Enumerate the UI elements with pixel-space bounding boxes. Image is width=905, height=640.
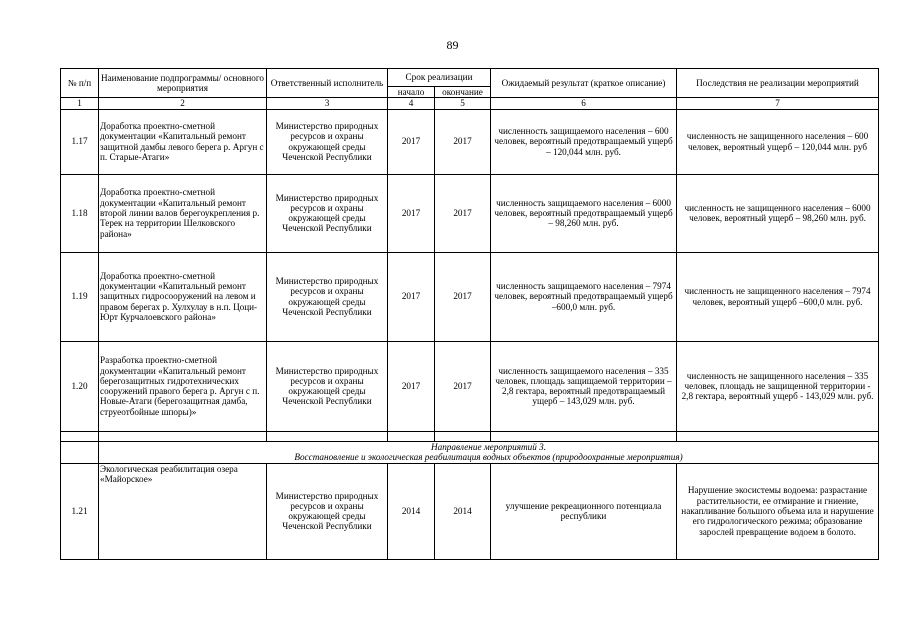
expected-result: численность защищаемого населения – 6000 человек, вероятный предотвращаемый ущерб – 98,260 млн. руб.	[491, 174, 677, 252]
end-year: 2017	[435, 341, 491, 431]
table-row	[61, 174, 879, 252]
consequences: Нарушение экосистемы водоема: разрастание растительности, ее отмирание и гниение, накапливание большого объема ила и нарушение его гидрологического режима; образование зарослей превращение водоем в болото.	[677, 463, 879, 559]
measure-name: Разработка проектно-сметной документации «Капитальный ремонт берегозащитных гидротехнических сооружений правого берега р. Аргун с п. Новые-Атаги (берегозащитная дамба, струеотбойные шпоры)»	[99, 341, 267, 431]
row-number: 1.18	[61, 174, 99, 252]
direction-subtitle: Восстановление и экологическая реабилитация водных объектов (природоохранные мероприятия)	[294, 452, 683, 463]
expected-result: численность защищаемого населения – 335 человек, площадь защищаемой территории – 2,8 гектара, вероятный предотвращаемый ущерб – 143,029 млн. руб.	[491, 341, 677, 431]
header-name: Наименование подпрограммы/ основного мероприятия	[99, 69, 267, 98]
table-row	[61, 341, 879, 431]
end-year: 2017	[435, 252, 491, 341]
executor: Министерство природных ресурсов и охраны окружающей среды Чеченской Республики	[267, 174, 388, 252]
consequences: численность не защищенного населения – 335 человек, площадь не защищенной территории - 2,8 гектара, вероятный ущерб - 143,029 млн. руб.	[677, 341, 879, 431]
table-row	[61, 109, 879, 174]
header-executor: Ответственный исполнитель	[267, 69, 388, 98]
start-year: 2017	[388, 109, 435, 174]
start-year: 2014	[388, 463, 435, 559]
direction-row	[61, 441, 879, 463]
end-year: 2014	[435, 463, 491, 559]
header-period: Срок реализации	[388, 69, 491, 87]
measure-name: Доработка проектно-сметной документации «Капитальный ремонт второй линии валов берегоукрепления р. Терек на территории Шелковского района»	[99, 174, 267, 252]
measures-table	[60, 68, 879, 560]
direction-heading	[99, 441, 879, 463]
column-index: 5	[435, 98, 491, 109]
header-result: Ожидаемый результат (краткое описание)	[491, 69, 677, 98]
column-index-row	[61, 98, 879, 109]
column-index: 4	[388, 98, 435, 109]
expected-result: численность защищаемого населения – 7974 человек, вероятный предотвращаемый ущерб –600,0 млн. руб.	[491, 252, 677, 341]
end-year: 2017	[435, 174, 491, 252]
consequences: численность не защищенного населения – 600 человек, вероятный ущерб – 120,044 млн. руб	[677, 109, 879, 174]
table-row	[61, 252, 879, 341]
row-number: 1.17	[61, 109, 99, 174]
start-year: 2017	[388, 252, 435, 341]
row-number: 1.20	[61, 341, 99, 431]
header-end: окончание	[435, 87, 491, 98]
column-index: 6	[491, 98, 677, 109]
start-year: 2017	[388, 341, 435, 431]
row-number: 1.19	[61, 252, 99, 341]
executor: Министерство природных ресурсов и охраны окружающей среды Чеченской Республики	[267, 463, 388, 559]
header-consequences: Последствия не реализации мероприятий	[677, 69, 879, 98]
header-start: начало	[388, 87, 435, 98]
executor: Министерство природных ресурсов и охраны окружающей среды Чеченской Республики	[267, 252, 388, 341]
row-number: 1.21	[61, 463, 99, 559]
column-index: 3	[267, 98, 388, 109]
expected-result: улучшение рекреационного потенциала республики	[491, 463, 677, 559]
measure-name: Доработка проектно-сметной документации «Капитальный ремонт защитной дамбы левого берега р. Аргун с п. Старые-Атаги»	[99, 109, 267, 174]
measure-name: Экологическая реабилитация озера «Майорское»	[99, 463, 267, 559]
header-num: № п/п	[61, 69, 99, 98]
end-year: 2017	[435, 109, 491, 174]
executor: Министерство природных ресурсов и охраны окружающей среды Чеченской Республики	[267, 341, 388, 431]
direction-title: Направление мероприятий 3.	[430, 441, 547, 452]
column-index: 1	[61, 98, 99, 109]
start-year: 2017	[388, 174, 435, 252]
measure-name: Доработка проектно-сметной документации «Капитальный ремонт защитных гидросооружений на левом и правом берегах р. Хулхулау в н.п. Цоци-Юрт Курчалоевского района»	[99, 252, 267, 341]
spacer-row	[61, 431, 879, 441]
column-index: 2	[99, 98, 267, 109]
column-index: 7	[677, 98, 879, 109]
consequences: численность не защищенного населения – 6000 человек, вероятный ущерб – 98,260 млн. руб.	[677, 174, 879, 252]
expected-result: численность защищаемого населения – 600 человек, вероятный предотвращаемый ущерб – 120,044 млн. руб.	[491, 109, 677, 174]
executor: Министерство природных ресурсов и охраны окружающей среды Чеченской Республики	[267, 109, 388, 174]
page-number: 89	[446, 38, 459, 52]
consequences: численность не защищенного населения – 7974 человек, вероятный ущерб –600,0 млн. руб.	[677, 252, 879, 341]
table-row	[61, 463, 879, 559]
